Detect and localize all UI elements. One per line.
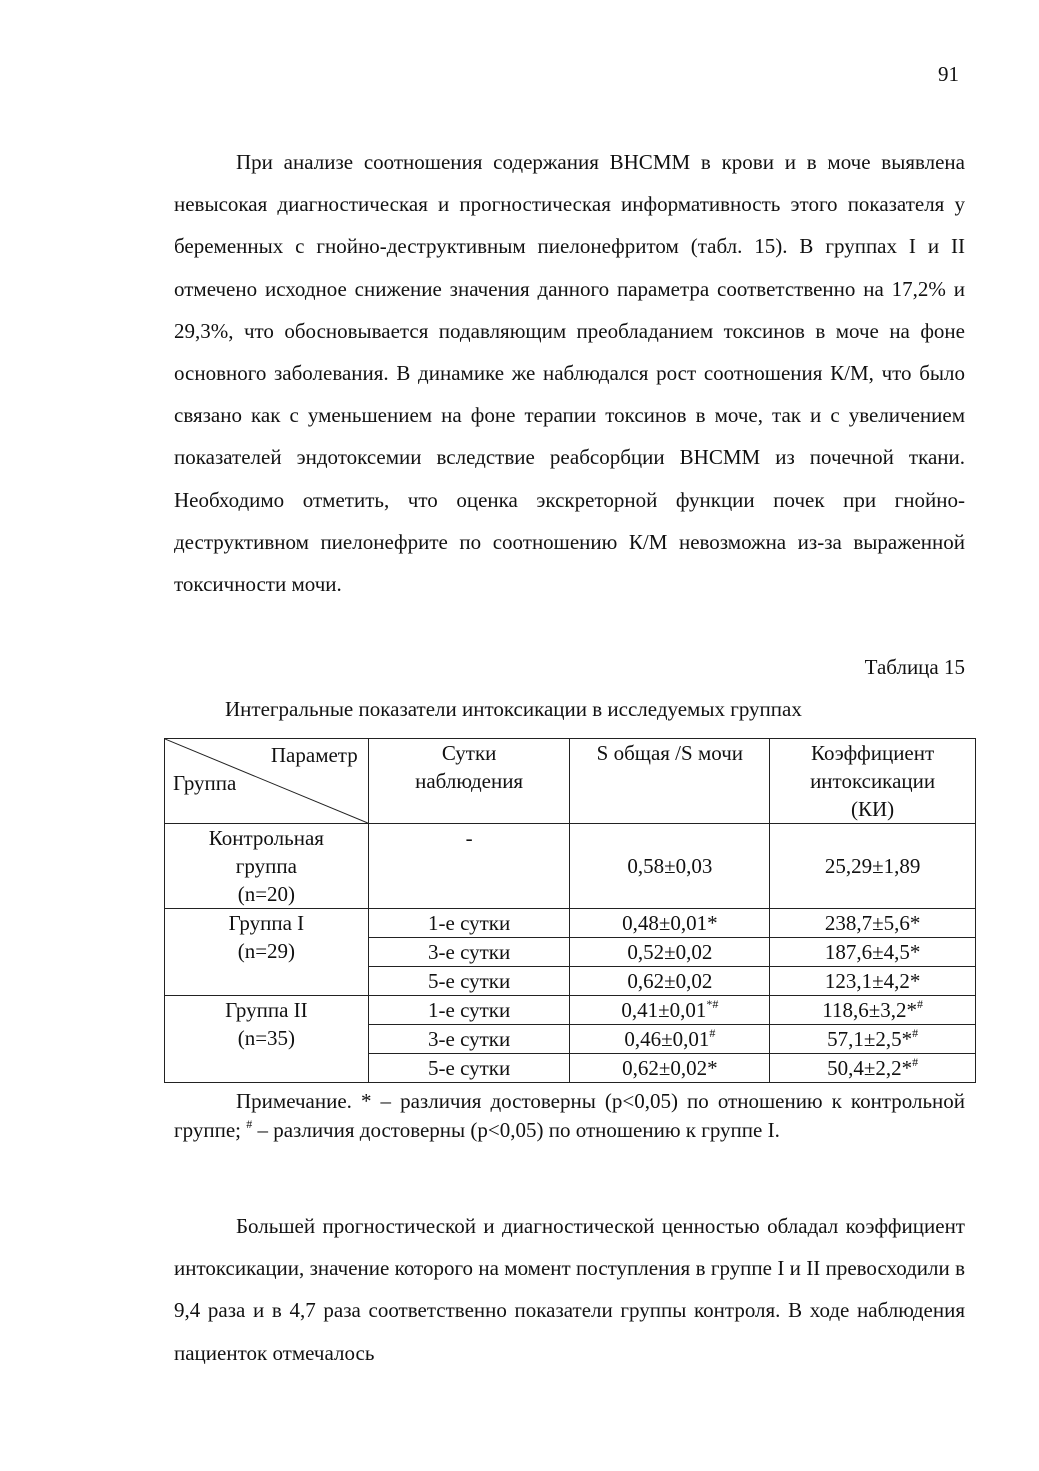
group1-name: Группа I (n=29) — [165, 909, 369, 996]
group1-day3-s: 0,52±0,02 — [570, 938, 770, 967]
group2-day1: 1-е сутки — [368, 996, 570, 1025]
table-note: Примечание. * – различия достоверны (p<0,05) по отношению к контрольной группе; # – различия достоверны (p<0,05) по отношению к группе I. — [174, 1089, 965, 1142]
control-days: - — [368, 824, 570, 909]
group1-day1-s: 0,48±0,01* — [570, 909, 770, 938]
table-row — [165, 996, 976, 1025]
group1-day1: 1-е сутки — [368, 909, 570, 938]
group2-day3-s: 0,46±0,01# — [570, 1025, 770, 1054]
group2-day1-s: 0,41±0,01*# — [570, 996, 770, 1025]
control-s-ratio: 0,58±0,03 — [570, 824, 770, 909]
table-row-control — [165, 824, 976, 909]
table-header-row — [165, 739, 976, 824]
group1-day5-s: 0,62±0,02 — [570, 967, 770, 996]
group1-day3: 3-е сутки — [368, 938, 570, 967]
group2-day3-ki: 57,1±2,5*# — [770, 1025, 976, 1054]
header-s-ratio: S общая /S мочи — [570, 739, 770, 824]
intoxication-table — [164, 738, 976, 1083]
page-number: 91 — [938, 62, 959, 86]
control-group-name: Контрольная группа (n=20) — [165, 824, 369, 909]
group1-day3-ki: 187,6±4,5* — [770, 938, 976, 967]
header-diagonal-cell — [165, 739, 369, 824]
header-days: Сутки наблюдения — [368, 739, 570, 824]
control-ki: 25,29±1,89 — [770, 824, 976, 909]
table-title: Интегральные показатели интоксикации в исследуемых группах — [225, 697, 802, 721]
group1-day5-ki: 123,1±4,2* — [770, 967, 976, 996]
group2-day5-ki: 50,4±2,2*# — [770, 1054, 976, 1083]
group2-day5-s: 0,62±0,02* — [570, 1054, 770, 1083]
header-param: Параметр — [270, 743, 358, 767]
table-label: Таблица 15 — [864, 655, 965, 679]
paragraph-1: При анализе соотношения содержания ВНСММ в крови и в моче выявлена невысокая диагностическая и прогностическая информативность этого показателя у беременных с гнойно-деструктивным пиелонефритом (табл. 15). В группах I и II отмечено исходное снижение значения данного параметра соответственно на 17,2% и 29,3%, что обосновывается подавляющим преобладанием токсинов в моче на фоне основного заболевания. В динамике же наблюдался рост соотношения К/М, что было связано как с уменьшением на фоне терапии токсинов в моче, так и с увеличением показателей эндотоксемии вследствие реабсорбции ВНСММ из почечной ткани. Необходимо отметить, что оценка экскреторной функции почек при гнойно-деструктивном пиелонефрите по соотношению К/М невозможна из-за выраженной токсичности мочи. — [174, 150, 965, 597]
group2-day3: 3-е сутки — [368, 1025, 570, 1054]
header-group: Группа — [173, 771, 237, 795]
group1-day1-ki: 238,7±5,6* — [770, 909, 976, 938]
group2-day5: 5-е сутки — [368, 1054, 570, 1083]
group1-day5: 5-е сутки — [368, 967, 570, 996]
group2-name: Группа II (n=35) — [165, 996, 369, 1083]
table-row — [165, 909, 976, 938]
paragraph-2: Большей прогностической и диагностической ценностью обладал коэффициент интоксикации, значение которого на момент поступления в группе I и II превосходили в 9,4 раза и в 4,7 раза соответственно показатели группы контроля. В ходе наблюдения пациенток отмечалось — [174, 1214, 965, 1365]
header-ki: Коэффициент интоксикации (КИ) — [770, 739, 976, 824]
group2-day1-ki: 118,6±3,2*# — [770, 996, 976, 1025]
